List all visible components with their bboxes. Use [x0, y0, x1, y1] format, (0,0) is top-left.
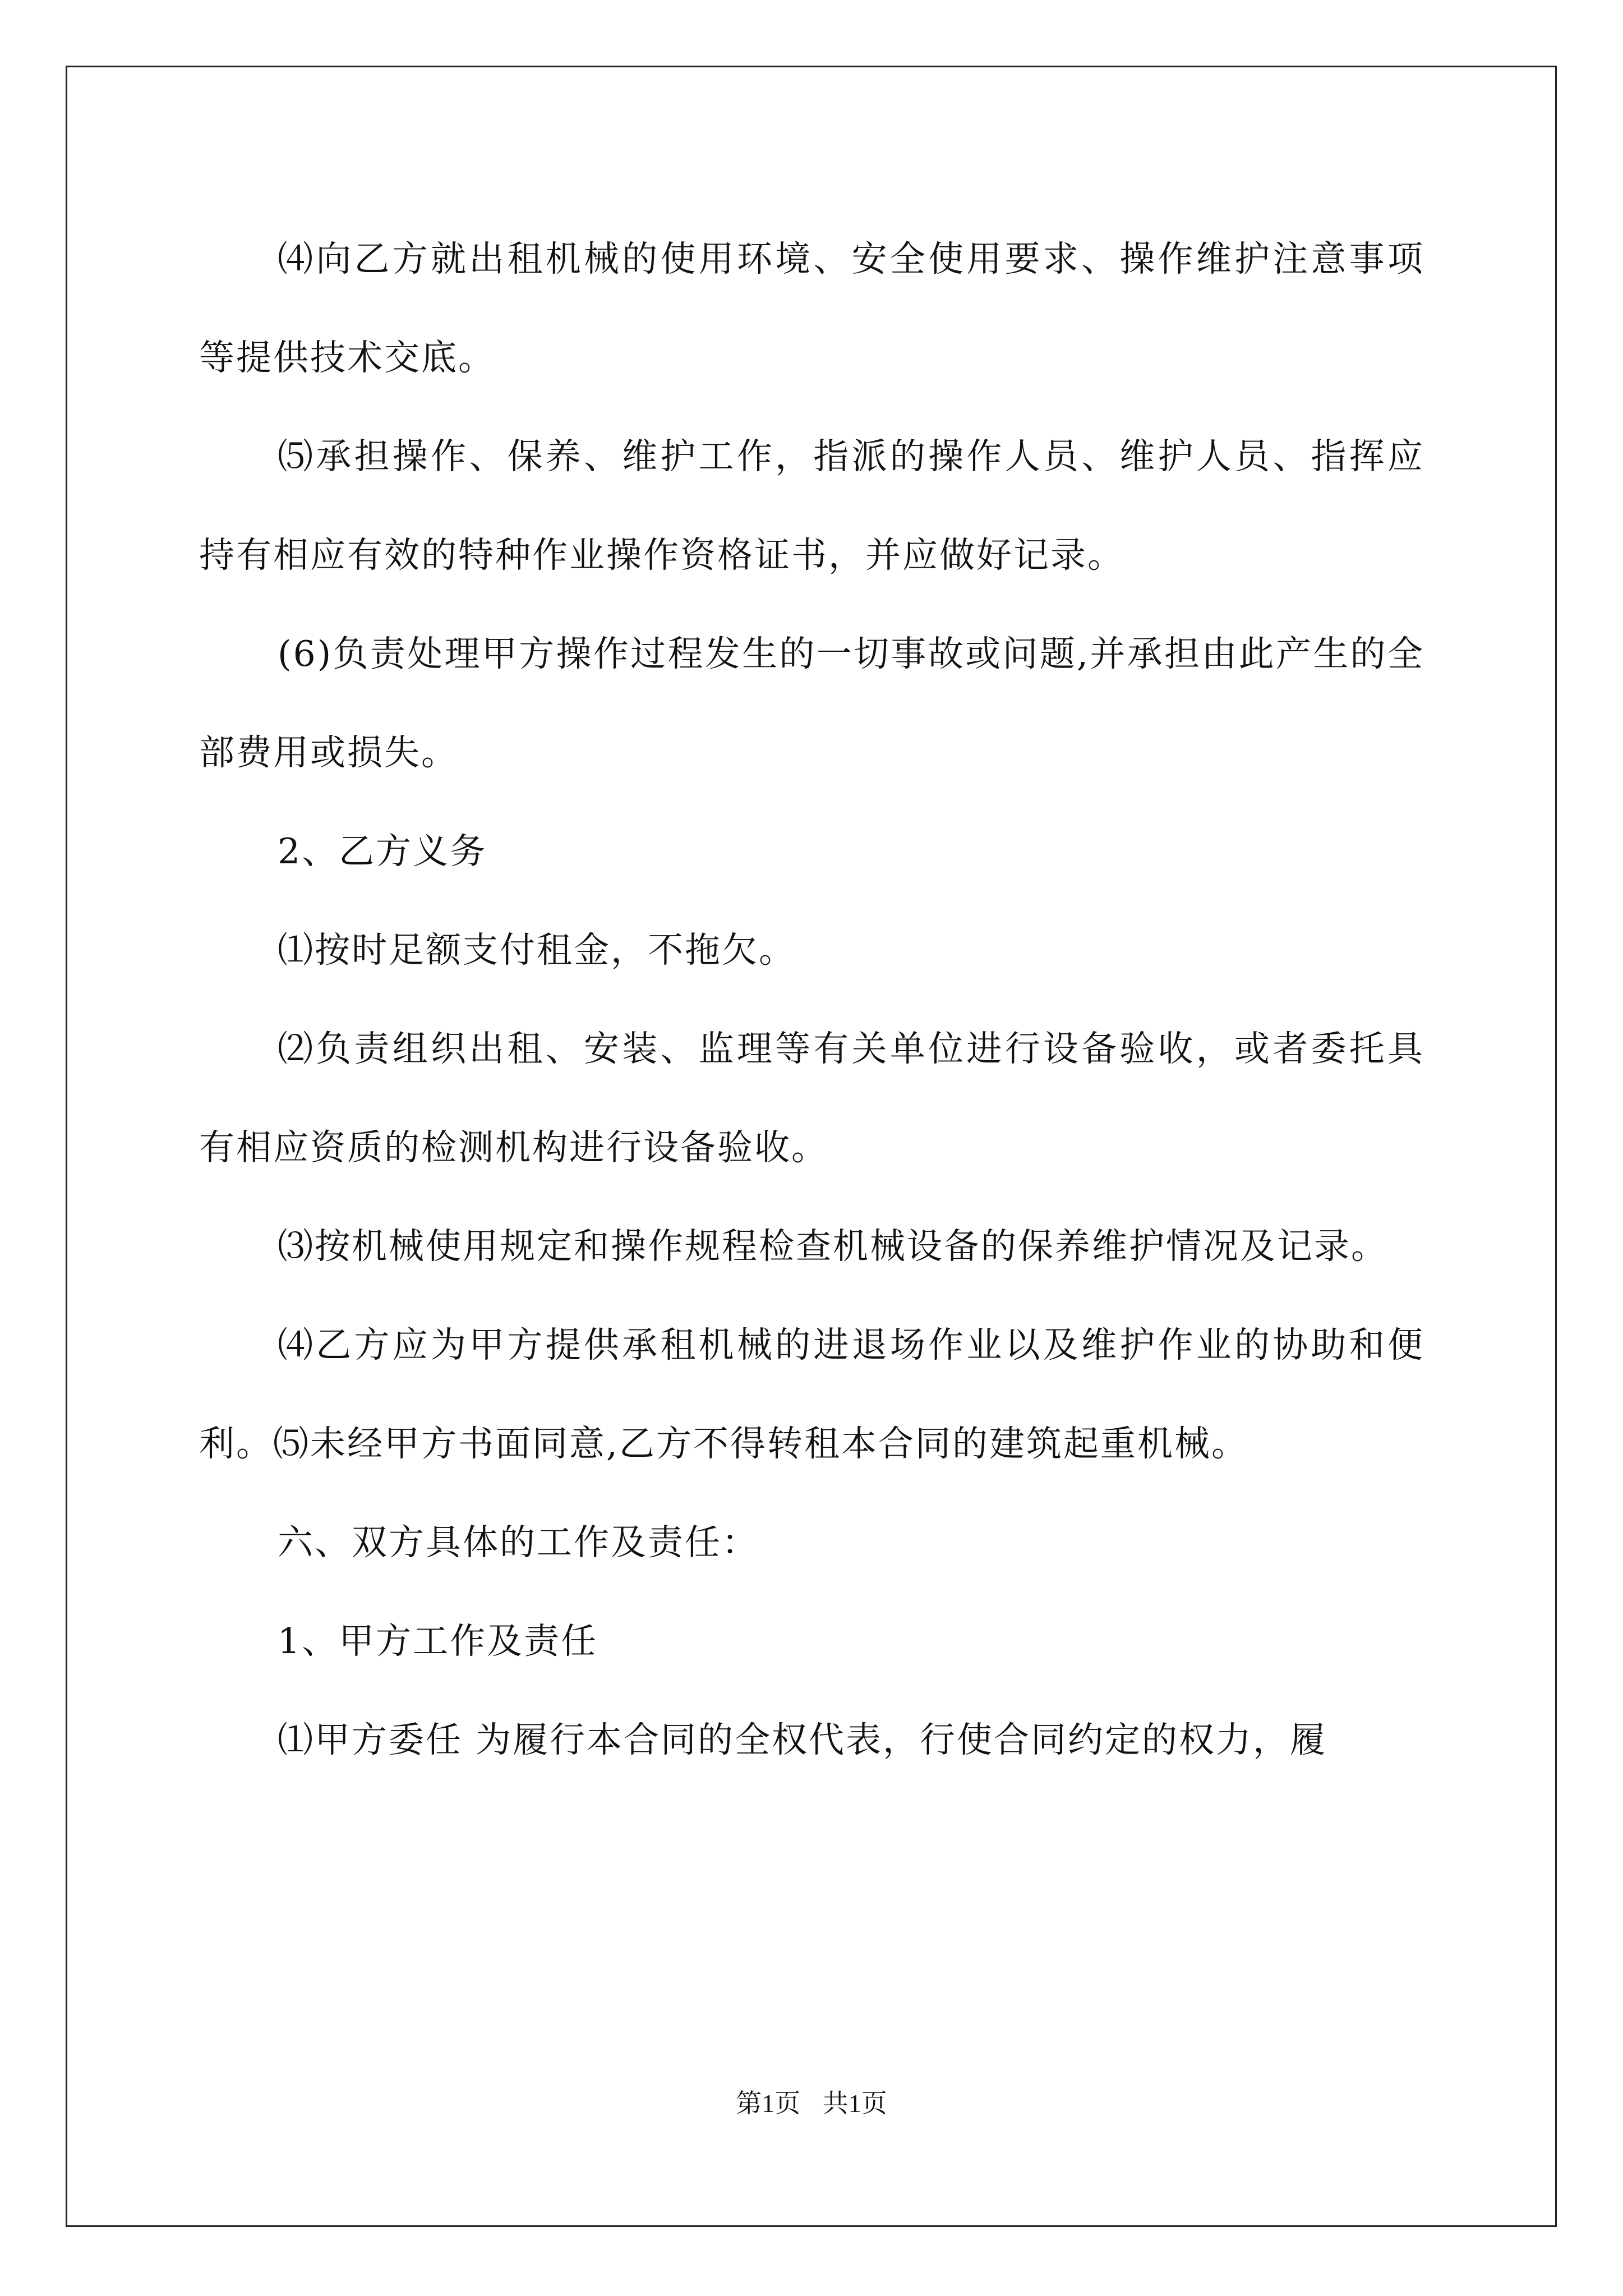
- paragraph-lessee-duty-1: ⑴按时足额支付租金，不拖欠。: [278, 930, 796, 970]
- paragraph-lessor-duty-6: (6)负责处理甲方操作过程发生的一切事故或问题,并承担由此产生的全部费用或损失。: [199, 633, 1424, 773]
- page-total: 共1页: [822, 2089, 887, 2118]
- page-footer: [0, 2083, 1623, 2120]
- page-number: 第1页: [736, 2089, 801, 2118]
- document-body: [199, 210, 1424, 1789]
- heading-party-a-work: 1、甲方工作及责任: [278, 1621, 598, 1662]
- paragraph-lessor-duty-5: ⑸承担操作、保养、维护工作，指派的操作人员、维护人员、指挥应持有相应有效的特种作业操作资格证书，并应做好记录。: [199, 436, 1424, 576]
- heading-section-six: 六、双方具体的工作及责任：: [278, 1522, 759, 1563]
- paragraph-lessee-duty-3: ⑶按机械使用规定和操作规程检查机械设备的保养维护情况及记录。: [278, 1226, 1388, 1267]
- paragraph-party-a-work-1: ⑴甲方委任 为履行本合同的全权代表，行使合同约定的权力，履: [278, 1719, 1327, 1760]
- paragraph-lessee-duty-4-5: ⑷乙方应为甲方提供承租机械的进退场作业以及维护作业的协助和便利。⑸未经甲方书面同意,乙方不得转租本合同的建筑起重机械。: [199, 1324, 1424, 1464]
- heading-lessee-duties: 2、乙方义务: [278, 831, 487, 872]
- paragraph-lessee-duty-2: ⑵负责组织出租、安装、监理等有关单位进行设备验收，或者委托具有相应资质的检测机构进行设备验收。: [199, 1028, 1424, 1168]
- paragraph-lessor-duty-4: ⑷向乙方就出租机械的使用环境、安全使用要求、操作维护注意事项等提供技术交底。: [199, 238, 1424, 378]
